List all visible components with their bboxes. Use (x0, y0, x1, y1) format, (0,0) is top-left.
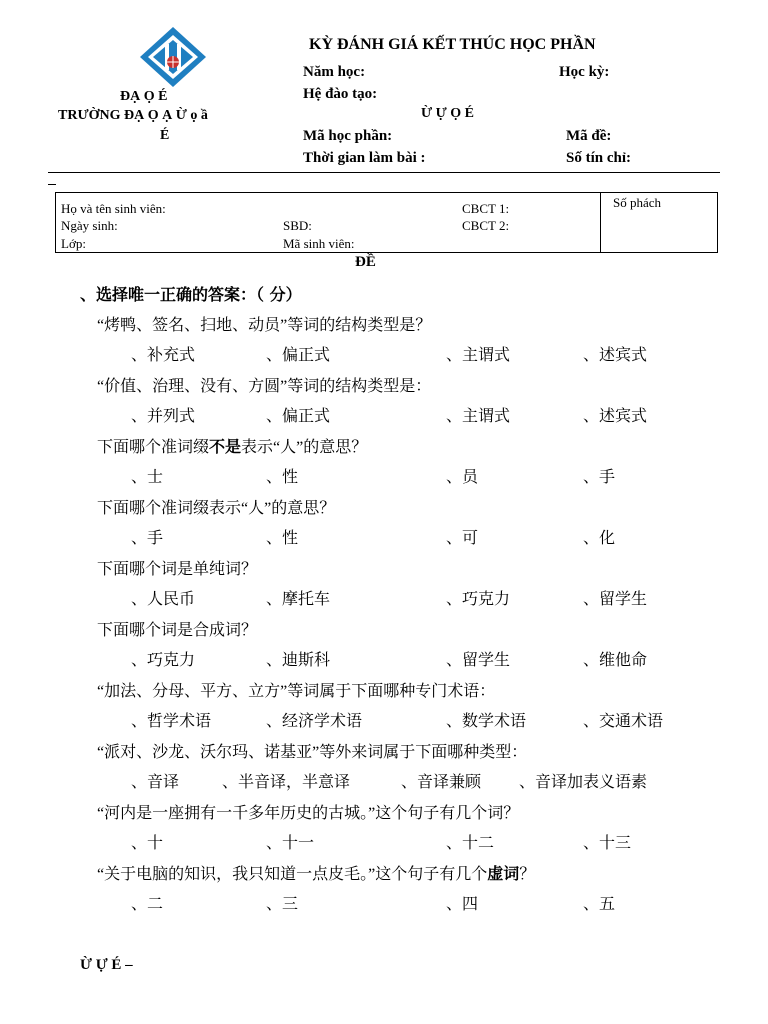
question-emphasis: 虚词 (487, 866, 520, 883)
label-so-phach: Số phách (613, 195, 662, 210)
question-text: “河内是一座拥有一千多年历史的古城。”这个句子有几个词？ (97, 805, 520, 822)
option-b: 、性 (266, 530, 299, 547)
option-c: 、巧克力 (446, 591, 511, 608)
option-b: 、偏正式 (266, 347, 331, 364)
option-b: 、三 (266, 896, 299, 913)
question-text: 下面哪个词是合成词？ (97, 622, 258, 639)
question-text: 下面哪个词是单纯词？ (97, 561, 258, 578)
option-c: 、音译兼顾 (401, 774, 482, 791)
footer-text: Ừ Ự É – (80, 957, 133, 973)
exam-de-label: ĐỀ (355, 254, 376, 270)
option-d: 、手 (583, 469, 616, 486)
question-text: “关于电脑的知识，我只知道一点皮毛。”这个句子有几个虚词？ (97, 866, 536, 883)
option-a: 、音译 (131, 774, 180, 791)
option-d: 、述宾式 (583, 408, 648, 425)
label-dob: Ngày sinh: (61, 218, 118, 233)
school-name-fragment: TRƯỜNG ĐẠ Ọ Ạ Ừ ọ ầ (58, 108, 208, 123)
question-text: 下面哪个准词缀不是表示“人”的意思？ (97, 439, 368, 456)
label-student-id: Mã sinh viên: (283, 236, 355, 251)
question-emphasis: 不是 (209, 439, 242, 456)
option-c: 、可 (446, 530, 479, 547)
label-student-name: Họ và tên sinh viên: (61, 201, 166, 216)
option-d: 、留学生 (583, 591, 648, 608)
label-class: Lớp: (61, 236, 86, 251)
option-d: 、五 (583, 896, 616, 913)
student-info-divider (600, 192, 601, 253)
field-nam-hoc: Năm học: (303, 64, 366, 80)
option-c: 、四 (446, 896, 479, 913)
field-he-dao-tao: Hệ đào tạo: (303, 86, 378, 102)
field-hoc-ky: Học kỳ: (559, 64, 610, 80)
university-logo (138, 26, 208, 88)
option-d: 、音译加表义语素 (519, 774, 648, 791)
option-a: 、手 (131, 530, 164, 547)
option-c: 、十二 (446, 835, 495, 852)
option-a: 、哲学术语 (131, 713, 212, 730)
option-d: 、交通术语 (583, 713, 664, 730)
option-b: 、十一 (266, 835, 315, 852)
question-text: “派对、沙龙、沃尔玛、诺基亚”等外来词属于下面哪种类型： (97, 744, 528, 761)
option-d: 、十三 (583, 835, 632, 852)
option-c: 、主谓式 (446, 408, 511, 425)
field-ma-de: Mã đề: (566, 128, 612, 144)
option-a: 、巧克力 (131, 652, 196, 669)
label-cbct2: CBCT 2: (462, 218, 510, 233)
option-b: 、经济学术语 (266, 713, 363, 730)
section-title: 、选择唯一正确的答案：（ 分） (80, 285, 302, 304)
school-name-fragment: Ừ Ự Ọ É (421, 106, 475, 121)
option-d: 、维他命 (583, 652, 648, 669)
option-a: 、人民币 (131, 591, 196, 608)
label-cbct1: CBCT 1: (462, 201, 510, 216)
option-a: 、十 (131, 835, 164, 852)
header-divider-tick (48, 184, 56, 185)
option-b: 、性 (266, 469, 299, 486)
option-c: 、数学术语 (446, 713, 527, 730)
question-text: “价值、治理、没有、方圆”等词的结构类型是： (97, 378, 432, 395)
option-b: 、半音译，半意译 (222, 774, 351, 791)
field-so-tin-chi: Số tín chỉ: (566, 150, 632, 166)
school-name-fragment: ĐẠ Ọ É (120, 89, 168, 104)
option-a: 、士 (131, 469, 164, 486)
option-c: 、员 (446, 469, 479, 486)
option-b: 、偏正式 (266, 408, 331, 425)
exam-title: KỲ ĐÁNH GIÁ KẾT THÚC HỌC PHẦN (309, 36, 596, 53)
option-c: 、主谓式 (446, 347, 511, 364)
option-d: 、化 (583, 530, 616, 547)
school-name-fragment: É (160, 128, 170, 143)
option-d: 、述宾式 (583, 347, 648, 364)
question-text: 下面哪个准词缀表示“人”的意思？ (97, 500, 336, 517)
option-a: 、并列式 (131, 408, 196, 425)
option-b: 、摩托车 (266, 591, 331, 608)
question-text: “烤鸭、签名、扫地、动员”等词的结构类型是？ (97, 317, 432, 334)
field-thoi-gian: Thời gian làm bài : (303, 150, 426, 166)
option-a: 、补充式 (131, 347, 196, 364)
option-b: 、迪斯科 (266, 652, 331, 669)
label-sbd: SBD: (283, 218, 312, 233)
field-ma-hoc-phan: Mã học phần: (303, 128, 393, 144)
question-text: “加法、分母、平方、立方”等词属于下面哪种专门术语： (97, 683, 496, 700)
option-a: 、二 (131, 896, 164, 913)
option-c: 、留学生 (446, 652, 511, 669)
header-divider (48, 172, 720, 173)
